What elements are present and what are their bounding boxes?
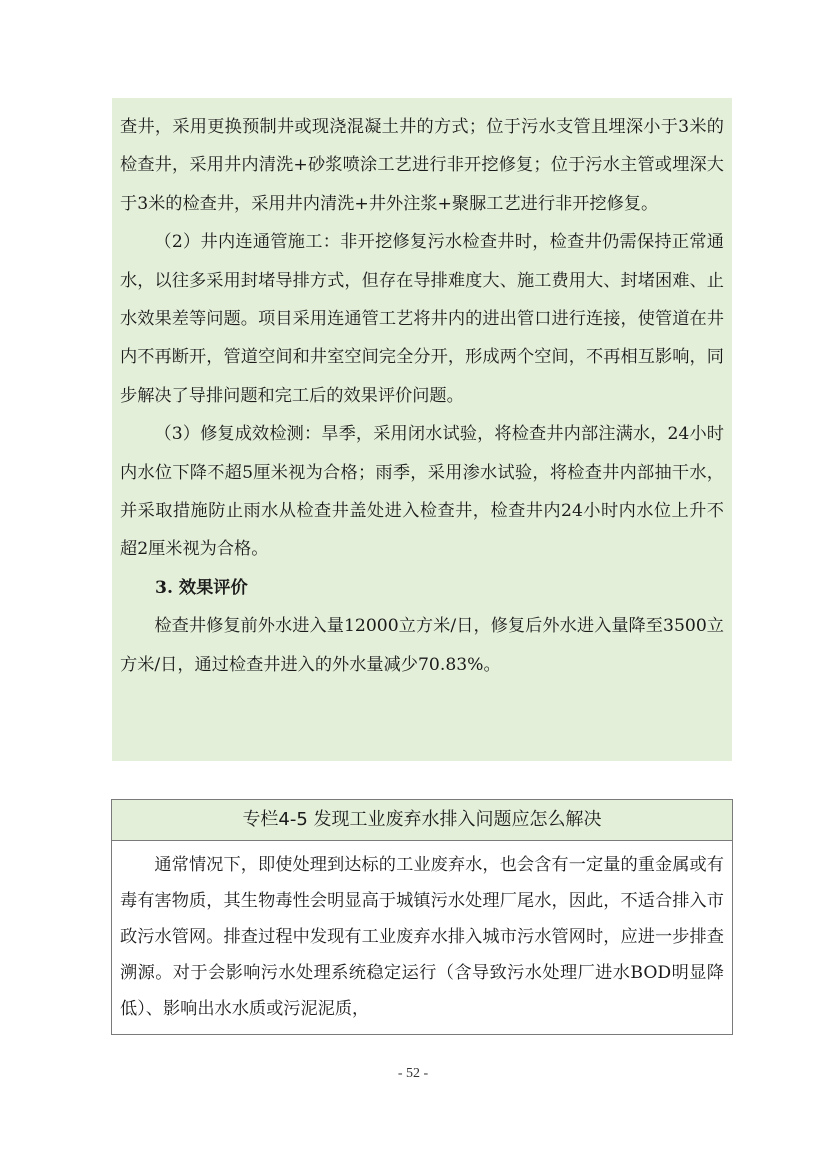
paragraph-effect-result: 检查井修复前外水进入量12000立方米/日，修复后外水进入量降至3500立方米/日，通过检查井进入的外水量减少70.83%。 — [120, 616, 724, 675]
sidebar-title: 专栏4-5 发现工业废弃水排入问题应怎么解决 — [112, 800, 732, 841]
paragraph-inspection-well-methods: 查井，采用更换预制井或现浇混凝土井的方式；位于污水支管且埋深小于3米的检查井，采用井内清洗+砂浆喷涂工艺进行非开挖修复；位于污水主管或埋深大于3米的检查井，采用井内清洗+井外注浆+聚脲工艺进行非开挖修复。 — [120, 117, 724, 214]
sidebar-paragraph: 通常情况下，即使处理到达标的工业废弃水，也会含有一定量的重金属或有毒有害物质，其生物毒性会明显高于城镇污水处理厂尾水，因此，不适合排入市政污水管网。排查过程中发现有工业废弃水排入城市污水管网时，应进一步排查溯源。对于会影响污水处理系统稳定运行（含导致污水处理厂进水BOD明显降低）、影响出水水质或污泥泥质， — [120, 855, 724, 1019]
paragraph-connecting-pipe: （2）井内连通管施工：非开挖修复污水检查井时，检查井仍需保持正常通水，以往多采用封堵导排方式，但存在导排难度大、施工费用大、封堵困难、止水效果差等问题。项目采用连通管工艺将井内的进出管口进行连接，使管道在井内不再断开，管道空间和井室空间完全分开，形成两个空间，不再相互影响，同步解决了导排问题和完工后的效果评价问题。 — [120, 232, 724, 406]
sidebar-body — [112, 841, 732, 1035]
paragraph-repair-testing: （3）修复成效检测：旱季，采用闭水试验，将检查井内部注满水，24小时内水位下降不超5厘米视为合格；雨季，采用渗水试验，将检查井内部抽干水，并采取措施防止雨水从检查井盖处进入检查井，检查井内24小时内水位上升不超2厘米视为合格。 — [120, 424, 724, 560]
sidebar-column-4-5 — [111, 799, 733, 1035]
page-number: - 52 - — [397, 1066, 429, 1081]
case-study-box — [112, 98, 732, 761]
section-heading-effect-evaluation: 3. 效果评价 — [155, 577, 248, 598]
